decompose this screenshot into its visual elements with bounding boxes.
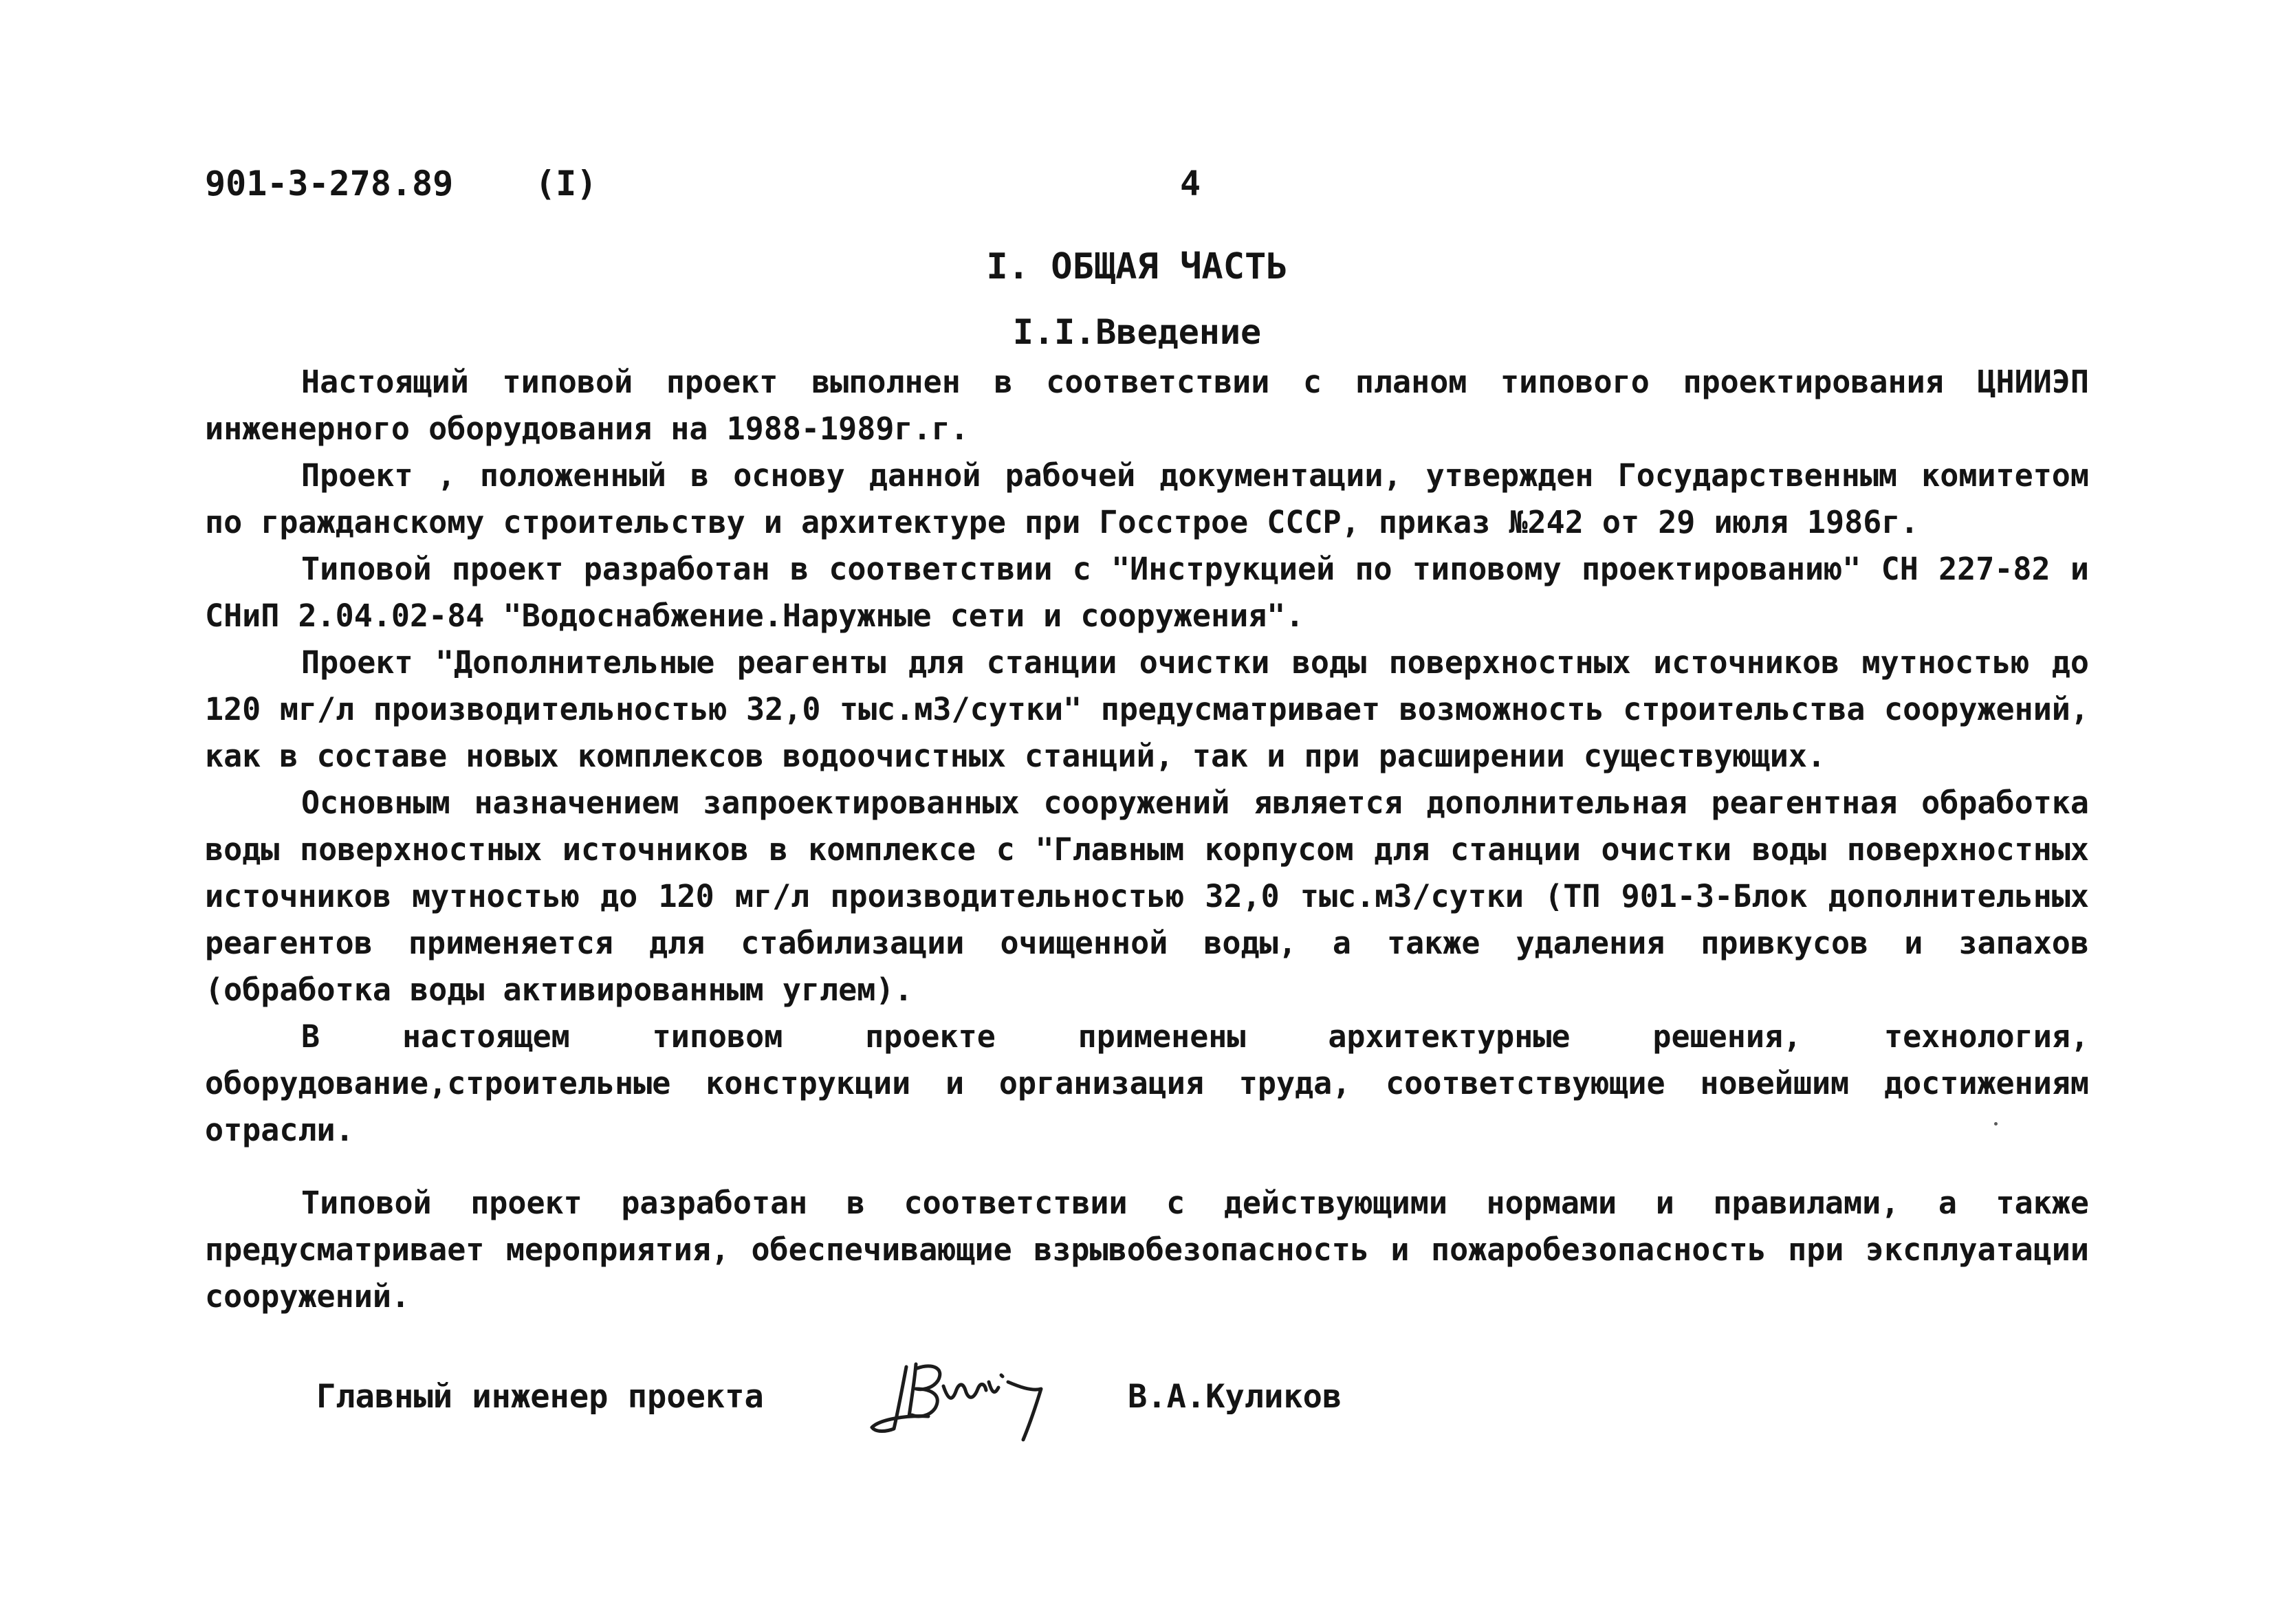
section-title: I. ОБЩАЯ ЧАСТЬ xyxy=(986,246,1288,287)
paragraph-purpose: Основным назначением запроектированных сооружений является дополнительная реагентная обработка воды поверхностных источников в комплексе с "Главным корпусом для станции очистки воды поверхностных источников мутностью до 120 мг/л производительностью 32,0 тыс.м3/сутки (ТП 901-3-Блок дополнительных реагентов применяется для стабилизации очищенной воды, а также удаления привкусов и запахов (обработка воды активированным углем). xyxy=(205,784,2089,1008)
subsection-title: I.I.Введение xyxy=(1012,312,1262,352)
body-text xyxy=(205,359,2089,1320)
page-number: 4 xyxy=(1180,164,1201,204)
paragraph-approval: Проект , положенный в основу данной рабочей документации, утвержден Государственным комитетом по гражданскому строительству и архитектуре при Госстрое СССР, приказ №242 от 29 июля 1986г. xyxy=(205,457,2089,540)
paragraph-safety: Типовой проект разработан в соответствии с действующими нормами и правилами, а также предусматривает мероприятия, обеспечивающие взрывобезопасность и пожаробезопасность при эксплуатации сооружений. xyxy=(205,1185,2089,1315)
document-code: 901-3-278.89 xyxy=(205,164,454,204)
paragraph-intro: Настоящий типовой проект выполнен в соответствии с планом типового проектирования ЦНИИЭП инженерного оборудования на 1988-1989г.г. xyxy=(205,364,2089,447)
paragraph-solutions: В настоящем типовом проекте применены архитектурные решения, технология, оборудование,строительные конструкции и организация труда, соответствующие новейшим достижениям отрасли. xyxy=(205,1018,2089,1148)
signatory-name: В.А.Куликов xyxy=(1128,1378,1342,1416)
page-header xyxy=(205,160,2075,208)
handwritten-signature xyxy=(866,1348,1073,1444)
signatory-role: Главный инженер проекта xyxy=(316,1378,764,1416)
signature-block xyxy=(316,1348,1485,1444)
paragraph-standards: Типовой проект разработан в соответствии с "Инструкцией по типовому проектированию" СН 227-82 и СНиП 2.04.02-84 "Водоснабжение.Наружные сети и сооружения". xyxy=(205,551,2089,634)
scan-speck xyxy=(1994,1122,1998,1126)
paragraph-project-scope: Проект "Дополнительные реагенты для станции очистки воды поверхностных источников мутностью до 120 мг/л производительностью 32,0 тыс.м3/сутки" предусматривает возможность строительства сооружений, как в составе новых комплексов водоочистных станций, так и при расширении существующих. xyxy=(205,644,2089,774)
volume-number: (I) xyxy=(535,164,598,204)
